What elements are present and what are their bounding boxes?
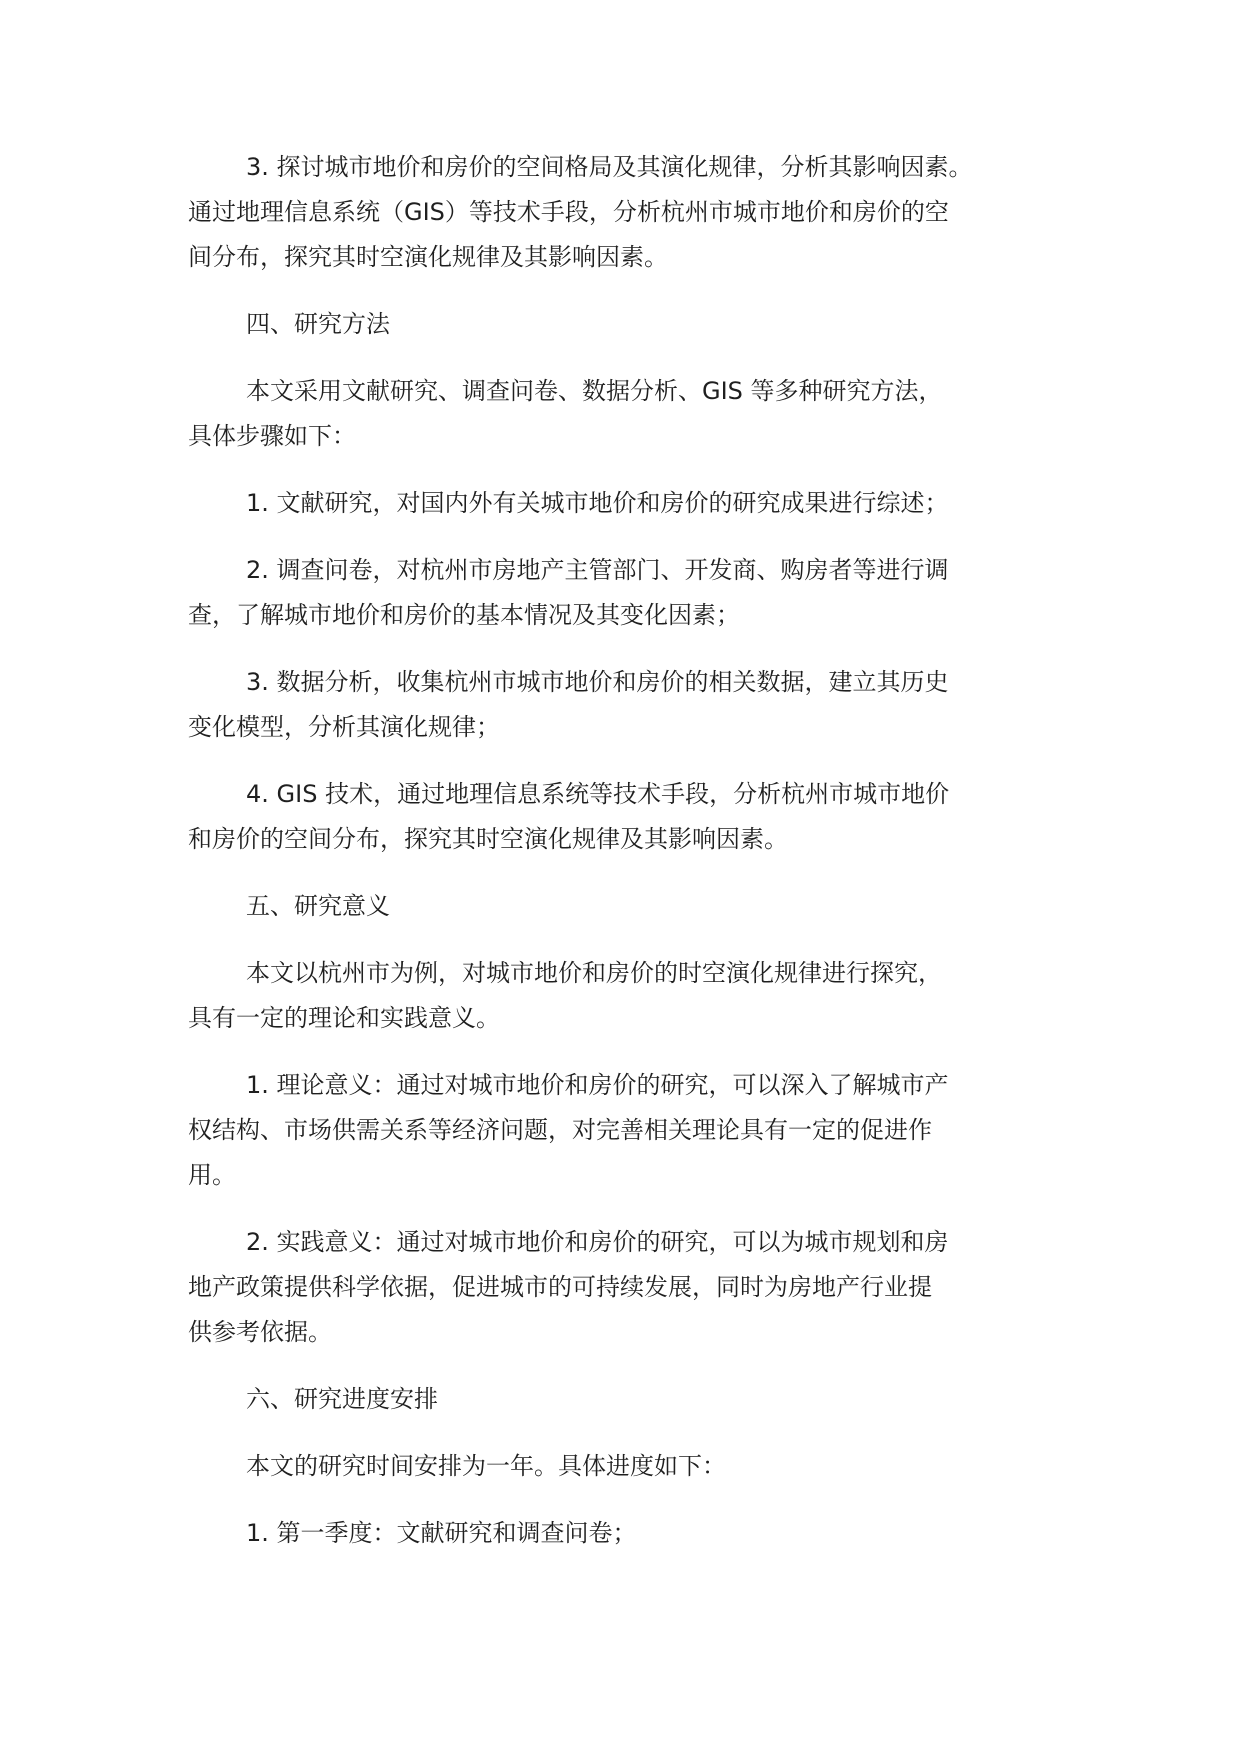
paragraph-line: 查，了解城市地价和房价的基本情况及其变化因素；: [188, 601, 740, 629]
paragraph-line: 具有一定的理论和实践意义。: [188, 1004, 500, 1032]
paragraph-method-3: [188, 660, 1058, 750]
paragraph-line: 五、研究意义: [246, 892, 390, 920]
paragraph-line: 和房价的空间分布，探究其时空演化规律及其影响因素。: [188, 825, 788, 853]
paragraph-line: 本文的研究时间安排为一年。具体进度如下：: [246, 1452, 726, 1480]
document-body: [188, 145, 1058, 1556]
paragraph-methods-intro: [188, 369, 1058, 459]
paragraph-line: 四、研究方法: [246, 310, 390, 338]
paragraph-line: 变化模型，分析其演化规律；: [188, 713, 500, 741]
paragraph-section-6-heading: [188, 1377, 1058, 1422]
paragraph-schedule-1: [188, 1511, 1058, 1556]
paragraph-line: 通过地理信息系统（GIS）等技术手段，分析杭州市城市地价和房价的空: [188, 198, 949, 226]
paragraph-line: 3. 数据分析，收集杭州市城市地价和房价的相关数据，建立其历史: [246, 668, 949, 696]
paragraph-section-4-heading: [188, 302, 1058, 347]
paragraph-line: 1. 理论意义：通过对城市地价和房价的研究，可以深入了解城市产: [246, 1071, 949, 1099]
paragraph-line: 本文采用文献研究、调查问卷、数据分析、GIS 等多种研究方法，: [246, 377, 943, 405]
paragraph-significance-2: [188, 1220, 1058, 1355]
paragraph-significance-intro: [188, 951, 1058, 1041]
paragraph-line: 3. 探讨城市地价和房价的空间格局及其演化规律，分析其影响因素。: [246, 153, 973, 181]
paragraph-line: 地产政策提供科学依据，促进城市的可持续发展，同时为房地产行业提: [188, 1273, 932, 1301]
paragraph-line: 1. 文献研究，对国内外有关城市地价和房价的研究成果进行综述；: [246, 489, 949, 517]
paragraph-line: 间分布，探究其时空演化规律及其影响因素。: [188, 243, 668, 271]
paragraph-line: 1. 第一季度：文献研究和调查问卷；: [246, 1519, 637, 1547]
paragraph-line: 供参考依据。: [188, 1318, 332, 1346]
paragraph-goal-3: [188, 145, 1058, 280]
paragraph-line: 权结构、市场供需关系等经济问题，对完善相关理论具有一定的促进作: [188, 1116, 932, 1144]
paragraph-line: 2. 实践意义：通过对城市地价和房价的研究，可以为城市规划和房: [246, 1228, 949, 1256]
paragraph-line: 六、研究进度安排: [246, 1385, 438, 1413]
paragraph-line: 2. 调查问卷，对杭州市房地产主管部门、开发商、购房者等进行调: [246, 556, 949, 584]
paragraph-line: 4. GIS 技术，通过地理信息系统等技术手段，分析杭州市城市地价: [246, 780, 950, 808]
paragraph-section-5-heading: [188, 884, 1058, 929]
paragraph-method-1: [188, 481, 1058, 526]
paragraph-significance-1: [188, 1063, 1058, 1198]
paragraph-line: 具体步骤如下：: [188, 422, 356, 450]
paragraph-schedule-intro: [188, 1444, 1058, 1489]
paragraph-line: 本文以杭州市为例，对城市地价和房价的时空演化规律进行探究，: [246, 959, 942, 987]
paragraph-method-2: [188, 548, 1058, 638]
paragraph-line: 用。: [188, 1161, 236, 1189]
paragraph-method-4: [188, 772, 1058, 862]
